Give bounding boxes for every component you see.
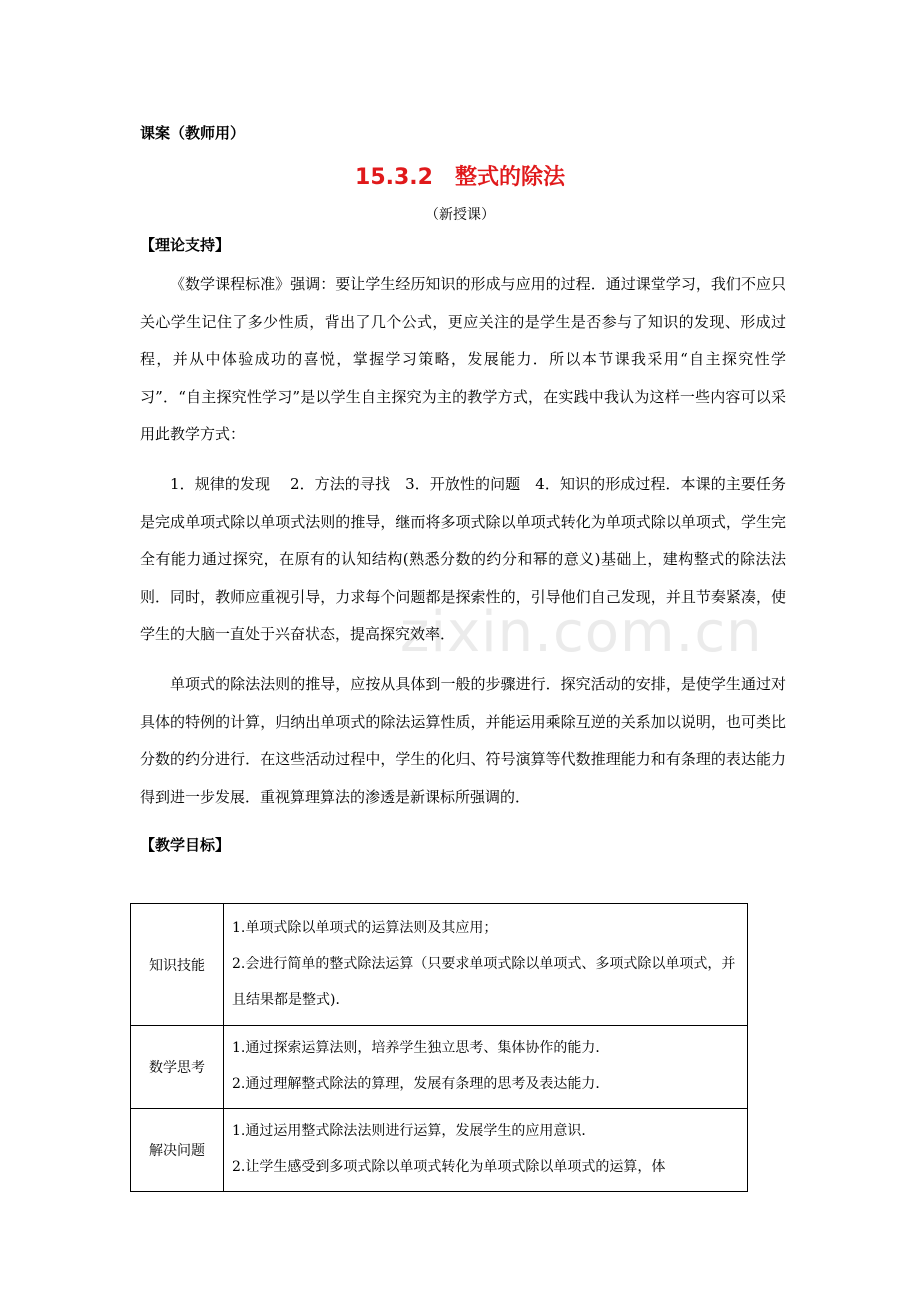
goal-item: 1.单项式除以单项式的运算法则及其应用； [232,919,498,936]
goals-heading: 【教学目标】 [140,836,231,854]
goal-items [224,904,748,1026]
goal-item: 1.通过探索运算法则，培养学生独立思考、集体协作的能力． [232,1040,610,1056]
goal-item: 2.让学生感受到多项式除以单项式转化为单项式除以单项式的运算，体 [232,1159,666,1175]
goal-category: 解决问题 [131,1109,224,1192]
table-row [131,1109,748,1192]
goal-category: 知识技能 [131,904,224,1026]
goal-category: 数学思考 [131,1026,224,1109]
watermark: zixin.com.cn [400,600,763,665]
theory-paragraph: 单项式的除法法则的推导，应按从具体到一般的步骤进行．探究活动的安排，是使学生通过对具体的特例的计算，归纳出单项式的除法运算性质，并能运用乘除互逆的关系加以说明，也可类比分数的约分进行．在这些活动过程中，学生的化归、符号演算等代数推理能力和有条理的表达能力得到进一步发展．重视算理算法的渗透是新课标所强调的． [140,675,786,806]
goal-items [224,1109,748,1192]
page-title: 15.3.2 整式的除法 [355,165,565,190]
goal-item: 2.会进行简单的整式除法运算（只要求单项式除以单项式、多项式除以单项式，并且结果都是整式)． [232,955,736,1008]
theory-paragraph: 《数学课程标准》强调：要让学生经历知识的形成与应用的过程．通过课堂学习，我们不应只关心学生记住了多少性质，背出了几个公式，更应关注的是学生是否参与了知识的发现、形成过程，并从中体验成功的喜悦，掌握学习策略，发展能力．所以本节课我采用“自主探究性学习”．“自主探究性学习”是以学生自主探究为主的教学方式，在实践中我认为这样一些内容可以采用此教学方式： [140,275,786,443]
theory-heading: 【理论支持】 [140,236,231,254]
table-row [131,904,748,1026]
doc-label: 课案（教师用） [140,124,246,142]
goal-item: 1.通过运用整式除法法则进行运算，发展学生的应用意识． [232,1123,596,1139]
goal-item: 2.通过理解整式除法的算理，发展有条理的思考及表达能力． [232,1076,610,1092]
page-subtitle: （新授课） [425,207,495,223]
goal-items [224,1026,748,1109]
theory-paragraph: 1．规律的发现 2．方法的寻找 3．开放性的问题 4．知识的形成过程．本课的主要任务是完成单项式除以单项式法则的推导，继而将多项式除以单项式转化为单项式除以单项式，学生完全有能力通过探究，在原有的认知结构(熟悉分数的约分和幂的意义)基础上，建构整式的除法法则．同时，教师应重视引导，力求每个问题都是探索性的，引导他们自己发现，并且节奏紧凑，使学生的大脑一直处于兴奋状态，提高探究效率． [140,475,786,643]
goals-table [130,903,748,1192]
table-row [131,1026,748,1109]
